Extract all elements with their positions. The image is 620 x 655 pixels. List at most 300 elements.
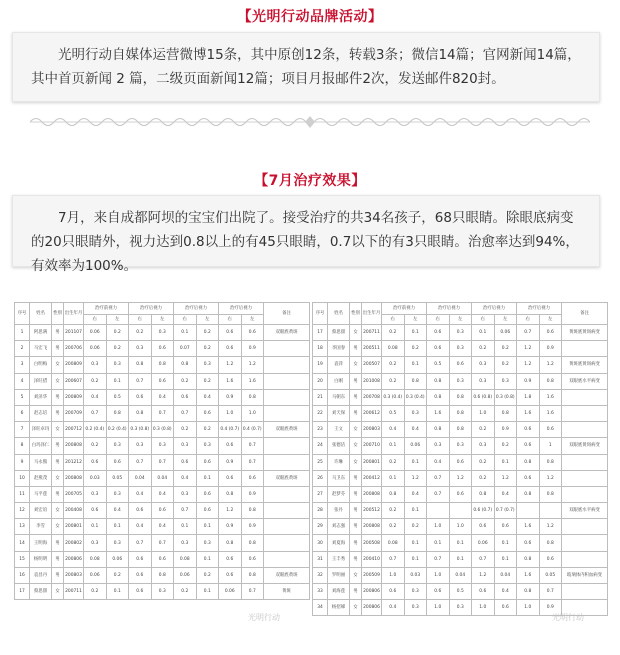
table-cell: 0.8: [449, 389, 472, 405]
table-cell: 1.6: [427, 405, 450, 421]
table-subheader-cell: 右: [472, 315, 495, 325]
table-cell: 0.3 (0.8): [129, 422, 152, 438]
table-cell: 0.06: [174, 567, 197, 583]
table-cell: 0.7: [151, 405, 174, 421]
table-cell: 0.8: [241, 535, 264, 551]
table-cell: 200808: [362, 519, 382, 535]
table-cell: 1.2: [404, 470, 427, 486]
table-header-row: [15, 303, 310, 315]
table-cell: 0.8: [539, 373, 562, 389]
table-cell: 0.6: [472, 584, 495, 600]
table-cell: 0.2: [472, 454, 495, 470]
table-header-cell: 治疗前视力: [84, 303, 129, 315]
table-cell: 1: [15, 325, 30, 341]
table-cell: 0.2: [494, 357, 517, 373]
table-cell: 0.3: [106, 357, 129, 373]
table-cell: 马卫东: [328, 470, 350, 486]
table-cell: 1.2: [449, 470, 472, 486]
table-cell: 0.2: [382, 373, 405, 389]
table-cell: 0.7: [129, 454, 152, 470]
table-cell: 0.7: [129, 535, 152, 551]
table-cell: 1.2: [517, 341, 540, 357]
table-cell: 男: [52, 567, 64, 583]
table-cell: 男: [350, 519, 362, 535]
table-cell: 0.3: [84, 535, 107, 551]
table-cell: 0.6: [151, 373, 174, 389]
table-cell: 0.04: [449, 567, 472, 583]
table-cell: 0.2: [494, 341, 517, 357]
table-cell: 201008: [362, 373, 382, 389]
table-cell: 0.3: [427, 438, 450, 454]
table-cell: 0.3: [151, 438, 174, 454]
table-cell: 0.6: [151, 551, 174, 567]
table-cell: 200806: [64, 551, 84, 567]
table-cell: 张丹: [328, 503, 350, 519]
table-cell: 0.4: [151, 389, 174, 405]
table-subheader-cell: 右: [174, 315, 197, 325]
table-cell: [264, 486, 310, 502]
table-cell: 200508: [362, 535, 382, 551]
table-cell: 8: [15, 438, 30, 454]
table-cell: 0.3: [129, 341, 152, 357]
table-row: [313, 551, 608, 567]
table-cell: 袁萍: [328, 357, 350, 373]
table-subheader-cell: 左: [449, 315, 472, 325]
section-title-treatment: 【7月治疗效果】: [254, 173, 366, 189]
table-cell: 0.06: [219, 584, 242, 600]
table-cell: 0.1: [106, 519, 129, 535]
table-cell: 男: [350, 373, 362, 389]
table-row: [313, 503, 608, 519]
table-row: [15, 535, 310, 551]
table-cell: 0.2: [382, 454, 405, 470]
table-cell: 10: [15, 470, 30, 486]
table-cell: 0.1: [106, 373, 129, 389]
table-cell: 女: [350, 438, 362, 454]
brand-activity-text: 光明行动自媒体运营微博15条，其中原创12条，转载3条；微信14篇；官网新闻14篇，其中首页新闻 2 篇，二级页面新闻12篇；项目月报邮件2次，发送邮件820封。: [31, 47, 581, 87]
table-cell: 200612: [362, 405, 382, 421]
table-subheader-cell: 右: [427, 315, 450, 325]
table-cell: [562, 341, 608, 357]
table-cell: 张德洁: [328, 438, 350, 454]
table-cell: 0.3 (0.8): [494, 389, 517, 405]
table-cell: 0.05: [539, 567, 562, 583]
table-cell: 200412: [362, 470, 382, 486]
table-cell: 0.4: [129, 486, 152, 502]
table-cell: 女: [350, 422, 362, 438]
table-row: [313, 341, 608, 357]
table-cell: 0.1: [196, 519, 219, 535]
table-cell: 0.1: [494, 535, 517, 551]
table-cell: 0.5: [382, 405, 405, 421]
table-cell: 1.2: [219, 503, 242, 519]
table-row: [15, 454, 310, 470]
table-cell: 1.2: [494, 470, 517, 486]
table-cell: 1.2: [539, 470, 562, 486]
table-row: [15, 584, 310, 600]
table-cell: 0.06: [106, 551, 129, 567]
table-cell: 11: [15, 486, 30, 502]
table-cell: 1.6: [517, 405, 540, 421]
table-cell: 0.6: [196, 503, 219, 519]
table-cell: 0.4: [494, 486, 517, 502]
table-cell: 18: [313, 341, 328, 357]
table-cell: 男: [350, 503, 362, 519]
table-cell: 0.2: [106, 567, 129, 583]
table-cell: 0.2: [174, 422, 197, 438]
table-cell: 0.2: [106, 325, 129, 341]
table-cell: 0.4 (0.7): [241, 422, 264, 438]
table-cell: 0.1: [174, 325, 197, 341]
table-cell: 双眼底黄斑: [264, 470, 310, 486]
table-cell: 0.8: [241, 503, 264, 519]
table-cell: 0.6: [174, 454, 197, 470]
table-cell: 0.3: [174, 486, 197, 502]
table-cell: 男: [350, 341, 362, 357]
table-subheader-cell: 右: [517, 315, 540, 325]
table-cell: 0.6: [427, 584, 450, 600]
table-cell: 0.9: [219, 454, 242, 470]
table-cell: 20: [313, 373, 328, 389]
table-subheader-cell: 右: [129, 315, 152, 325]
table-cell: 马宏飞: [30, 341, 52, 357]
table-cell: 0.4: [129, 519, 152, 535]
table-cell: 王丰秀: [328, 551, 350, 567]
table-cell: 0.6: [517, 470, 540, 486]
table-cell: 0.5: [106, 389, 129, 405]
table-cell: 200511: [362, 341, 382, 357]
table-cell: 0.4: [151, 519, 174, 535]
table-cell: 0.6: [84, 503, 107, 519]
table-cell: 白玛泽仁: [30, 438, 52, 454]
table-cell: 男: [350, 389, 362, 405]
table-cell: 0.6: [241, 470, 264, 486]
table-cell: 0.1: [404, 503, 427, 519]
section-title-brand: 【光明行动品牌活动】: [237, 9, 383, 25]
table-cell: 0.8: [517, 486, 540, 502]
table-cell: 0.2 (0.4): [84, 422, 107, 438]
table-row: [313, 357, 608, 373]
table-header-cell: 备注: [562, 303, 608, 325]
table-cell: 0.6: [84, 454, 107, 470]
table-cell: 马朝东: [328, 389, 350, 405]
table-row: [313, 535, 608, 551]
table-cell: 0.2: [106, 341, 129, 357]
table-cell: 32: [313, 567, 328, 583]
table-cell: 0.4: [494, 584, 517, 600]
table-cell: 29: [313, 519, 328, 535]
table-header-cell: 出生年月: [64, 303, 84, 325]
table-cell: 0.2: [382, 357, 405, 373]
table-cell: 0.6: [241, 325, 264, 341]
table-cell: 0.1: [472, 325, 495, 341]
table-cell: [264, 373, 310, 389]
table-cell: 1.2: [219, 357, 242, 373]
table-cell: 0.05: [106, 470, 129, 486]
table-cell: 0.6: [219, 341, 242, 357]
table-cell: 0.4: [106, 503, 129, 519]
table-cell: 双眼底水平病变: [562, 503, 608, 519]
table-cell: 17: [313, 325, 328, 341]
table-header-cell: 治疗后视力: [129, 303, 174, 315]
table-cell: 0.2: [382, 325, 405, 341]
table-cell: [264, 438, 310, 454]
table-cell: 女: [52, 373, 64, 389]
table-cell: [562, 584, 608, 600]
table-cell: 女: [52, 584, 64, 600]
table-cell: 1: [539, 438, 562, 454]
table-cell: [517, 503, 540, 519]
table-cell: 赵梦芬: [328, 486, 350, 502]
table-cell: 0.6: [219, 567, 242, 583]
table-cell: 0.5: [427, 357, 450, 373]
table-cell: 7: [15, 422, 30, 438]
table-row: [15, 551, 310, 567]
table-cell: 0.4: [404, 486, 427, 502]
table-cell: 0.8: [427, 422, 450, 438]
table-cell: 0.8: [404, 373, 427, 389]
table-cell: 14: [15, 535, 30, 551]
table-row: [313, 422, 608, 438]
table-cell: 0.6: [427, 341, 450, 357]
table-cell: 0.2: [196, 373, 219, 389]
table-cell: 男: [52, 486, 64, 502]
table-cell: 0.3: [472, 438, 495, 454]
table-cell: 0.6: [129, 389, 152, 405]
table-cell: 1.0: [427, 600, 450, 616]
table-cell: 24: [313, 438, 328, 454]
table-cell: 0.8: [449, 405, 472, 421]
table-cell: 1.0: [427, 567, 450, 583]
table-cell: 罗明丽: [328, 567, 350, 583]
table-cell: 0.3: [472, 357, 495, 373]
table-cell: 0.3: [449, 438, 472, 454]
table-cell: 0.08: [382, 341, 405, 357]
table-cell: 200709: [64, 405, 84, 421]
table-cell: 黄斑: [264, 584, 310, 600]
table-cell: 0.6: [539, 422, 562, 438]
table-cell: 马永熊: [30, 454, 52, 470]
table-cell: 200706: [64, 341, 84, 357]
table-cell: 0.2: [84, 438, 107, 454]
table-row: [15, 389, 310, 405]
table-cell: 双眼底水平病变: [562, 373, 608, 389]
table-row: [313, 470, 608, 486]
table-cell: 0.1: [404, 357, 427, 373]
table-cell: 200705: [64, 486, 84, 502]
table-cell: [562, 535, 608, 551]
table-cell: 0.7 (0.7): [494, 503, 517, 519]
table-cell: 女: [350, 600, 362, 616]
table-header-cell: 姓名: [328, 303, 350, 325]
table-cell: 200809: [64, 389, 84, 405]
table-cell: 0.6: [539, 325, 562, 341]
table-cell: 0.2: [196, 567, 219, 583]
table-cell: 200806: [362, 600, 382, 616]
table-cell: 0.6: [517, 438, 540, 454]
table-cell: 0.3: [196, 357, 219, 373]
table-cell: 0.8: [517, 454, 540, 470]
table-cell: 杨招娣: [328, 600, 350, 616]
table-cell: 0.7: [241, 438, 264, 454]
table-header-cell: 性别: [52, 303, 64, 325]
table-cell: 0.8: [427, 389, 450, 405]
table-cell: [427, 503, 450, 519]
table-cell: 200710: [362, 438, 382, 454]
table-header-cell: 治疗后视力: [174, 303, 219, 315]
table-cell: 男: [350, 584, 362, 600]
table-row: [15, 438, 310, 454]
table-cell: [539, 503, 562, 519]
table-cell: 0.1: [404, 325, 427, 341]
table-cell: 0.6: [196, 454, 219, 470]
table-cell: 1.2: [539, 357, 562, 373]
table-cell: 22: [313, 405, 328, 421]
decorative-divider: [30, 114, 590, 130]
table-cell: 白明梅: [30, 357, 52, 373]
table-cell: 阿思满: [30, 325, 52, 341]
table-subheader-cell: 左: [404, 315, 427, 325]
table-cell: 0.4: [174, 470, 197, 486]
table-cell: 0.6: [129, 567, 152, 583]
table-row: [15, 486, 310, 502]
table-cell: 19: [313, 357, 328, 373]
table-cell: 0.03: [84, 470, 107, 486]
table-cell: 0.1: [427, 535, 450, 551]
table-cell: 33: [313, 584, 328, 600]
table-cell: 双眼底黄斑: [264, 325, 310, 341]
table-cell: 0.2: [196, 325, 219, 341]
table-cell: 2: [15, 341, 30, 357]
table-cell: 男: [52, 389, 64, 405]
table-cell: 0.8: [539, 486, 562, 502]
table-cell: 0.2: [404, 341, 427, 357]
table-cell: 5: [15, 389, 30, 405]
table-cell: 女: [52, 503, 64, 519]
table-cell: 0.3: [151, 584, 174, 600]
table-header-cell: 性别: [350, 303, 362, 325]
table-cell: 双眼底黄斑: [264, 422, 310, 438]
table-cell: 蔡思甜: [328, 325, 350, 341]
table-cell: 0.7: [241, 584, 264, 600]
table-cell: 9: [15, 454, 30, 470]
table-cell: 玻璃体内积血病变: [562, 567, 608, 583]
table-cell: 黄斑底黄斑病变: [562, 325, 608, 341]
table-cell: 0.6: [382, 584, 405, 600]
table-cell: 0.6: [472, 519, 495, 535]
table-row: [15, 503, 310, 519]
table-cell: 刘海莲: [328, 584, 350, 600]
table-header-cell: 序号: [313, 303, 328, 325]
table-row: [15, 470, 310, 486]
table-cell: 0.4 (0.7): [219, 422, 242, 438]
table-cell: 0.3: [449, 341, 472, 357]
table-cell: 0.2: [174, 584, 197, 600]
table-cell: 0.8: [241, 567, 264, 583]
table-cell: 男: [52, 405, 64, 421]
table-row: [15, 357, 310, 373]
table-cell: 0.1: [494, 551, 517, 567]
table-header-cell: 治疗后视力: [517, 303, 562, 315]
table-cell: 0.6: [151, 341, 174, 357]
table-cell: 0.1: [382, 470, 405, 486]
table-cell: 0.8: [129, 405, 152, 421]
table-cell: 0.6: [129, 551, 152, 567]
table-cell: 0.6: [449, 454, 472, 470]
table-cell: 0.3 (0.8): [151, 422, 174, 438]
table-cell: 200708: [362, 389, 382, 405]
table-row: [313, 454, 608, 470]
table-cell: 0.3: [449, 600, 472, 616]
table-cell: 1.0: [241, 405, 264, 421]
table-cell: 0.3: [494, 373, 517, 389]
table-cell: [562, 454, 608, 470]
table-cell: 200803: [64, 567, 84, 583]
table-cell: 1.0: [382, 567, 405, 583]
table-cell: 0.3: [196, 438, 219, 454]
table-cell: 赵志培: [30, 405, 52, 421]
brand-activity-card: [12, 32, 600, 102]
table-cell: 0.7: [427, 486, 450, 502]
table-header-cell: 治疗后视力: [219, 303, 264, 315]
table-cell: 男: [350, 551, 362, 567]
table-cell: 0.08: [382, 535, 405, 551]
table-cell: 0.7: [241, 454, 264, 470]
table-cell: 男: [350, 405, 362, 421]
watermark-left: 光明行动: [248, 613, 280, 622]
table-cell: 1.8: [517, 389, 540, 405]
table-cell: 0.2: [84, 373, 107, 389]
table-cell: 0.2: [472, 470, 495, 486]
table-cell: 0.6: [219, 438, 242, 454]
table-cell: 0.7: [151, 454, 174, 470]
table-cell: 0.6: [106, 454, 129, 470]
table-cell: 男: [350, 486, 362, 502]
table-cell: 男: [52, 535, 64, 551]
table-cell: 赵燕茂: [30, 470, 52, 486]
table-row: [313, 438, 608, 454]
table-cell: 男: [350, 535, 362, 551]
table-cell: 0.2: [196, 422, 219, 438]
table-cell: 0.7: [382, 551, 405, 567]
table-row: [313, 584, 608, 600]
table-cell: 0.2: [494, 438, 517, 454]
table-cell: 0.3 (0.4): [382, 389, 405, 405]
patient-table-right: [312, 302, 608, 616]
table-cell: 0.2: [84, 584, 107, 600]
table-cell: 0.6: [151, 503, 174, 519]
table-cell: 200809: [64, 357, 84, 373]
table-cell: 0.8: [129, 357, 152, 373]
table-row: [313, 325, 608, 341]
treatment-result-card: [12, 195, 600, 274]
table-cell: 0.7: [174, 405, 197, 421]
table-subheader-cell: 左: [106, 315, 129, 325]
table-row: [15, 567, 310, 583]
table-cell: 0.6: [517, 422, 540, 438]
table-cell: 0.6: [449, 486, 472, 502]
table-cell: 0.8: [106, 405, 129, 421]
table-cell: 0.1: [494, 454, 517, 470]
table-subheader-cell: 左: [151, 315, 174, 325]
table-cell: 0.3: [84, 486, 107, 502]
table-cell: 女: [350, 325, 362, 341]
table-cell: 200408: [64, 503, 84, 519]
table-cell: 李国春: [328, 341, 350, 357]
table-cell: 0.08: [84, 551, 107, 567]
table-cell: 0.04: [129, 470, 152, 486]
table-cell: 女: [52, 422, 64, 438]
